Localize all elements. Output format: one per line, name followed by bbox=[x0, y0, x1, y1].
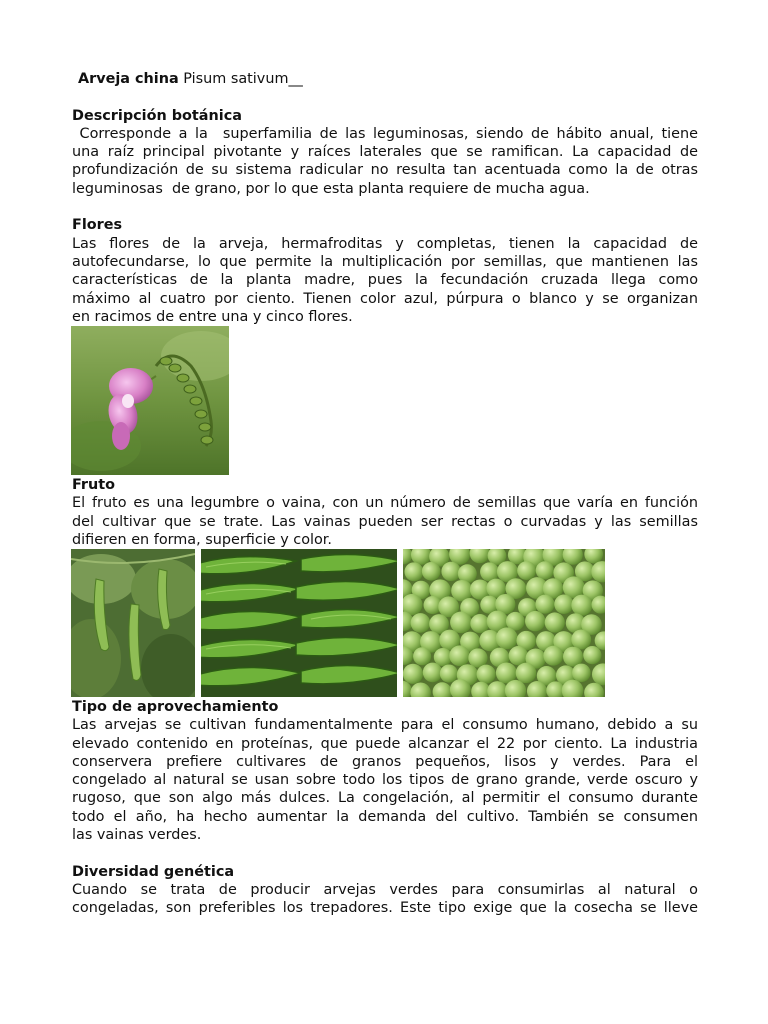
pea bbox=[404, 562, 423, 581]
shelled-peas-photo bbox=[403, 549, 605, 697]
pea bbox=[470, 614, 489, 633]
paragraph-line: Las flores de la arveja, hermafroditas y completas, tienen la capacidad de bbox=[72, 235, 698, 252]
pea bbox=[423, 663, 443, 683]
pea bbox=[525, 611, 545, 631]
aprovechamiento-section bbox=[72, 698, 698, 918]
pea bbox=[536, 561, 554, 579]
pea bbox=[441, 562, 460, 581]
paragraph-line: las vainas verdes. bbox=[72, 827, 202, 844]
paragraph-line: del cultivar que se trate. Las vainas pueden ser rectas o curvadas y las semillas bbox=[72, 513, 698, 530]
title-scientific-name: Pisum sativum__ bbox=[178, 71, 303, 87]
pea bbox=[477, 665, 496, 684]
pea bbox=[449, 645, 470, 666]
paragraph-line: difieren en forma, superficie y color. bbox=[72, 531, 332, 548]
pea-pods-on-vine-photo bbox=[71, 549, 195, 697]
paragraph-flores bbox=[72, 235, 698, 326]
heading-fruto: Fruto bbox=[72, 477, 116, 493]
paragraph-line: una raíz principal pivotante y raíces laterales que se ramifican. La capacidad de bbox=[72, 144, 698, 161]
paragraph-line: profundización de su sistema radicular no resulta tan acentuada como la de otras bbox=[72, 162, 698, 179]
paragraph-line: características de la planta madre, pues la fecundación cruzada llega como bbox=[72, 272, 698, 289]
pea bbox=[517, 561, 536, 580]
paragraph-line: rugoso, que son algo más dulces. La congelación, al permitir el consumo durante bbox=[72, 790, 698, 807]
pea bbox=[571, 630, 591, 650]
pea bbox=[468, 648, 487, 667]
pea bbox=[496, 627, 518, 649]
pea bbox=[480, 562, 499, 581]
document-title bbox=[78, 70, 698, 88]
pea bbox=[535, 595, 554, 614]
paragraph-line: Las arvejas se cultivan fundamentalmente para el consumo humano, debido a su bbox=[72, 717, 698, 734]
pea bbox=[413, 647, 431, 665]
pea bbox=[509, 646, 528, 665]
pea bbox=[583, 646, 601, 664]
pea bbox=[545, 612, 565, 632]
pea bbox=[440, 664, 458, 682]
paragraph-line: Corresponde a la superfamilia de las leguminosas, siendo de hábito anual, tiene bbox=[72, 125, 698, 142]
pea bbox=[516, 663, 537, 684]
paragraph-line: elevado contenido en proteínas, que puede alcanzar el 22 por ciento. La industria bbox=[72, 735, 698, 752]
paragraph-line: congelado al natural se usan sobre todo los tipos de grano grande, verde oscuro y bbox=[72, 772, 698, 789]
pea bbox=[571, 595, 592, 616]
heading-botanica: Descripción botánica bbox=[72, 107, 242, 124]
fruto-section bbox=[72, 476, 698, 549]
paragraph-line: conservera prefiere cultivares de granos pequeños, lisos y verdes. Para el bbox=[72, 753, 698, 770]
pea bbox=[411, 613, 431, 633]
pea bbox=[554, 595, 573, 614]
paragraph-line: autofecundarse, lo que permite la multiplicación por semillas, que mantienen las bbox=[72, 253, 698, 270]
heading-diversidad: Diversidad genética bbox=[72, 863, 235, 880]
paragraph-line: Cuando se trata de producir arvejas verdes para consumirlas al natural o bbox=[72, 881, 698, 898]
pea-flower-photo bbox=[71, 326, 229, 475]
pea bbox=[563, 647, 583, 667]
pea bbox=[543, 646, 563, 666]
heading-aprovechamiento: Tipo de aprovechamiento bbox=[72, 699, 279, 715]
snow-pea-pods-photo bbox=[201, 549, 397, 697]
pea bbox=[403, 664, 423, 684]
paragraph-line: congeladas, son preferibles los trepadores. Este tipo exige que la cosecha se lleve bbox=[72, 900, 698, 917]
paragraph-line: leguminosas de grano, por lo que esta planta requiere de mucha agua. bbox=[72, 180, 590, 197]
paragraph-line: en racimos de entre una y cinco flores. bbox=[72, 308, 353, 325]
paragraph-line: El fruto es una legumbre o vaina, con un número de semillas que varía en función bbox=[72, 495, 698, 512]
document-body bbox=[72, 70, 698, 326]
title-common-name: Arveja china bbox=[78, 71, 179, 87]
pea bbox=[434, 648, 452, 666]
heading-flores: Flores bbox=[72, 217, 123, 234]
pea bbox=[450, 611, 472, 633]
pea bbox=[572, 664, 591, 683]
paragraph-line: todo el año, ha hecho aumentar la demanda del cultivo. También se consumen bbox=[72, 808, 698, 825]
paragraph-botanica bbox=[72, 125, 698, 198]
paragraph-line: máximo al cuatro por ciento. Tienen color azul, púrpura o blanco y se organizan bbox=[72, 290, 698, 307]
pea bbox=[422, 562, 441, 581]
